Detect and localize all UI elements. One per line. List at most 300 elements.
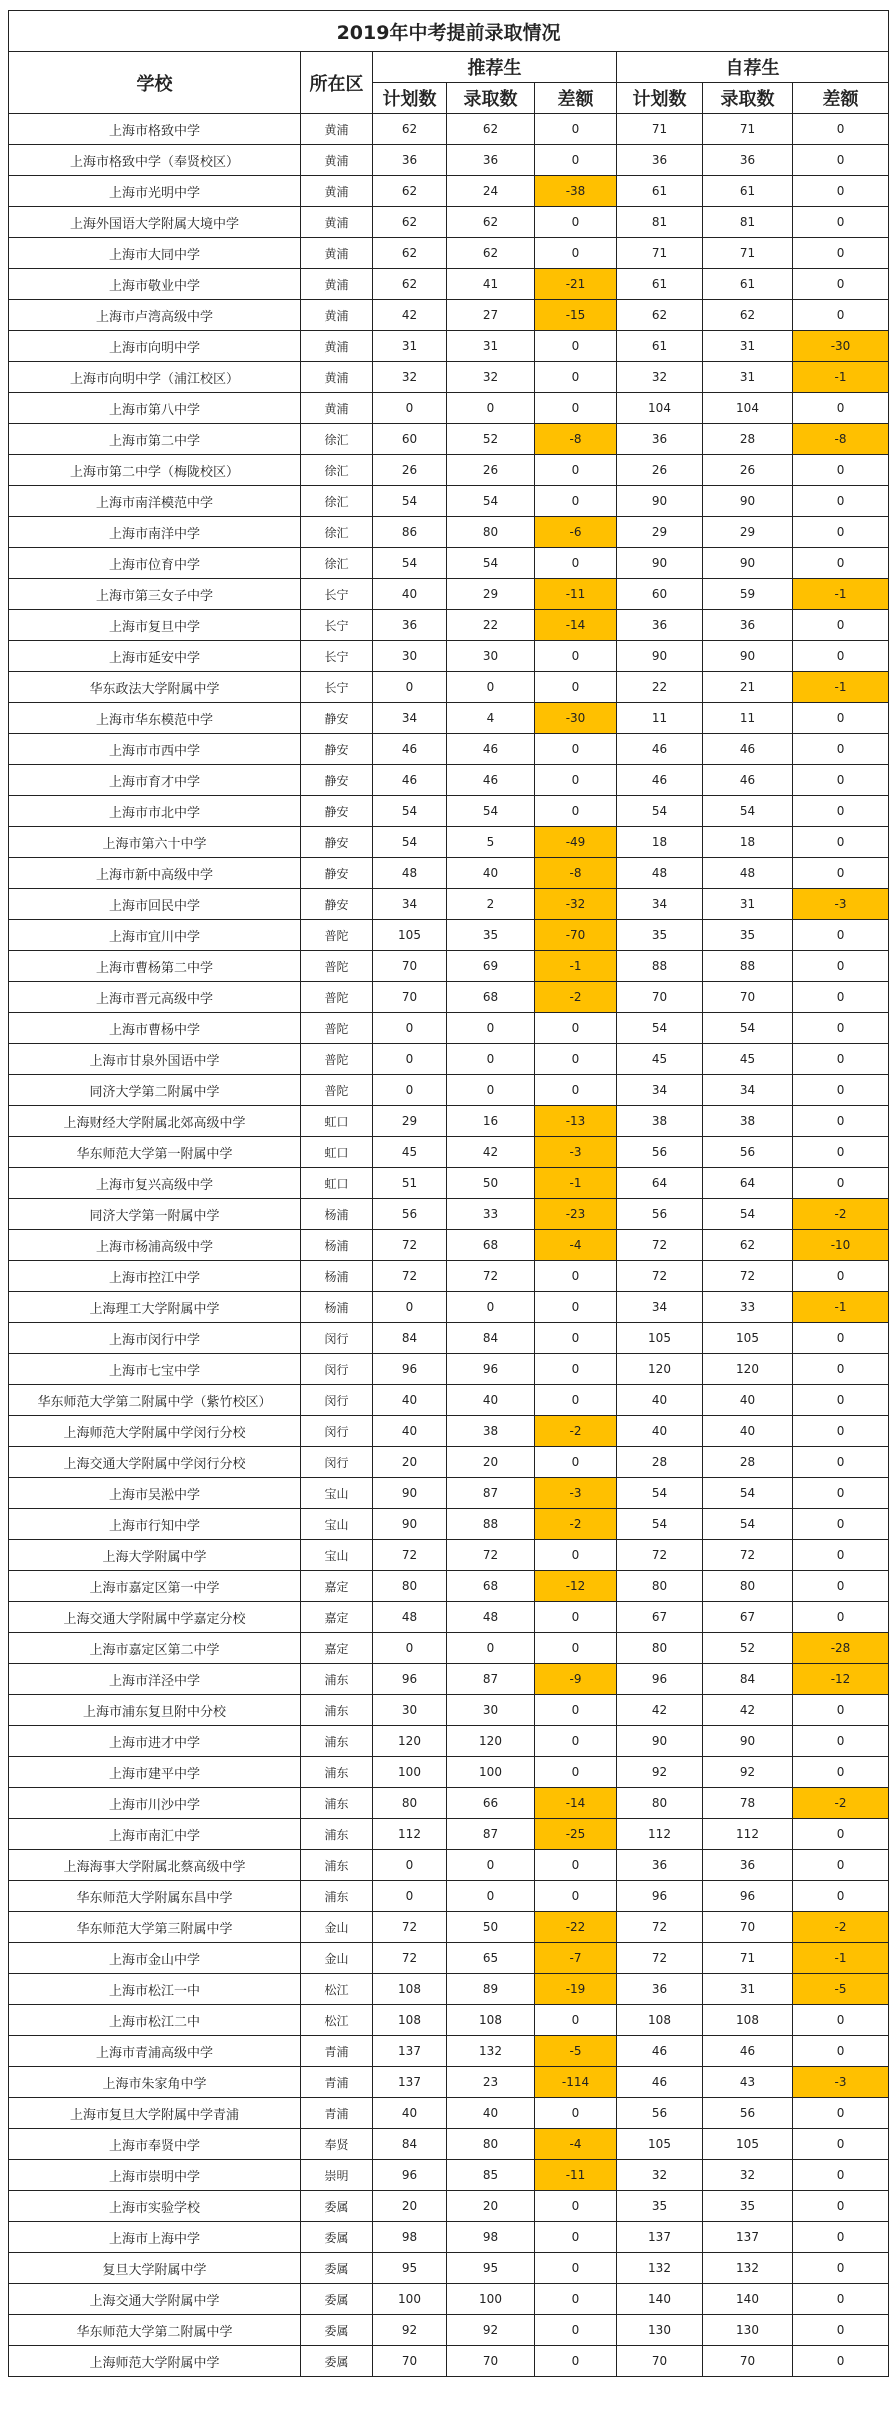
zijian-diff-cell: 0 xyxy=(793,1881,889,1912)
zijian-plan-cell: 32 xyxy=(617,362,703,393)
zijian-diff-cell: -3 xyxy=(793,2067,889,2098)
tuijian-admitted-cell: 80 xyxy=(447,2129,535,2160)
zijian-plan-cell: 71 xyxy=(617,114,703,145)
zijian-diff-cell: 0 xyxy=(793,1695,889,1726)
tuijian-diff-cell: 0 xyxy=(535,641,617,672)
table-row xyxy=(9,1447,889,1478)
district-cell: 闵行 xyxy=(301,1354,373,1385)
table-row xyxy=(9,517,889,548)
table-row xyxy=(9,982,889,1013)
district-cell: 嘉定 xyxy=(301,1633,373,1664)
school-cell: 上海交通大学附属中学嘉定分校 xyxy=(9,1602,301,1633)
tuijian-admitted-cell: 70 xyxy=(447,2346,535,2377)
tuijian-plan-cell: 62 xyxy=(373,176,447,207)
tuijian-plan-cell: 72 xyxy=(373,1943,447,1974)
table-row xyxy=(9,1943,889,1974)
district-cell: 委属 xyxy=(301,2315,373,2346)
tuijian-diff-cell: -11 xyxy=(535,2160,617,2191)
district-cell: 浦东 xyxy=(301,1726,373,1757)
tuijian-diff-cell: -9 xyxy=(535,1664,617,1695)
zijian-diff-cell: 0 xyxy=(793,641,889,672)
tuijian-diff-cell: -14 xyxy=(535,610,617,641)
zijian-admitted-cell: 36 xyxy=(703,1850,793,1881)
school-cell: 上海市朱家角中学 xyxy=(9,2067,301,2098)
zijian-admitted-cell: 40 xyxy=(703,1385,793,1416)
district-cell: 虹口 xyxy=(301,1106,373,1137)
tuijian-admitted-cell: 62 xyxy=(447,207,535,238)
school-cell: 华东政法大学附属中学 xyxy=(9,672,301,703)
tuijian-admitted-cell: 40 xyxy=(447,2098,535,2129)
tuijian-diff-cell: 0 xyxy=(535,734,617,765)
district-cell: 宝山 xyxy=(301,1540,373,1571)
zijian-admitted-cell: 105 xyxy=(703,2129,793,2160)
tuijian-plan-cell: 112 xyxy=(373,1819,447,1850)
school-cell: 上海理工大学附属中学 xyxy=(9,1292,301,1323)
zijian-plan-cell: 48 xyxy=(617,858,703,889)
zijian-admitted-cell: 80 xyxy=(703,1571,793,1602)
tuijian-admitted-cell: 69 xyxy=(447,951,535,982)
zijian-plan-cell: 130 xyxy=(617,2315,703,2346)
tuijian-diff-cell: -70 xyxy=(535,920,617,951)
zijian-plan-cell: 88 xyxy=(617,951,703,982)
tuijian-plan-cell: 70 xyxy=(373,951,447,982)
zijian-diff-cell: 0 xyxy=(793,920,889,951)
zijian-plan-cell: 72 xyxy=(617,1943,703,1974)
tuijian-admitted-cell: 68 xyxy=(447,1230,535,1261)
tuijian-diff-cell: 0 xyxy=(535,455,617,486)
zijian-plan-cell: 46 xyxy=(617,765,703,796)
zijian-diff-cell: 0 xyxy=(793,1571,889,1602)
district-cell: 普陀 xyxy=(301,1044,373,1075)
tuijian-plan-cell: 120 xyxy=(373,1726,447,1757)
zijian-diff-cell: 0 xyxy=(793,517,889,548)
tuijian-diff-cell: 0 xyxy=(535,1633,617,1664)
table-row xyxy=(9,951,889,982)
tuijian-plan-cell: 108 xyxy=(373,1974,447,2005)
tuijian-admitted-cell: 40 xyxy=(447,858,535,889)
table-row xyxy=(9,1974,889,2005)
tuijian-diff-cell: 0 xyxy=(535,1602,617,1633)
tuijian-diff-cell: -3 xyxy=(535,1478,617,1509)
district-cell: 黄浦 xyxy=(301,331,373,362)
zijian-plan-cell: 18 xyxy=(617,827,703,858)
zijian-plan-cell: 132 xyxy=(617,2253,703,2284)
zijian-diff-cell: 0 xyxy=(793,176,889,207)
school-cell: 上海师范大学附属中学 xyxy=(9,2346,301,2377)
table-row xyxy=(9,1881,889,1912)
tuijian-plan-cell: 34 xyxy=(373,703,447,734)
zijian-plan-cell: 80 xyxy=(617,1571,703,1602)
school-cell: 上海外国语大学附属大境中学 xyxy=(9,207,301,238)
zijian-diff-cell: 0 xyxy=(793,2098,889,2129)
tuijian-diff-cell: 0 xyxy=(535,1726,617,1757)
table-row xyxy=(9,2315,889,2346)
tuijian-diff-cell: 0 xyxy=(535,145,617,176)
table-row xyxy=(9,548,889,579)
zijian-admitted-cell: 59 xyxy=(703,579,793,610)
tuijian-plan-cell: 0 xyxy=(373,1633,447,1664)
school-cell: 上海市复旦大学附属中学青浦 xyxy=(9,2098,301,2129)
tuijian-plan-cell: 32 xyxy=(373,362,447,393)
tuijian-admitted-cell: 0 xyxy=(447,393,535,424)
table-row xyxy=(9,2253,889,2284)
zijian-admitted-cell: 90 xyxy=(703,1726,793,1757)
tuijian-admitted-cell: 66 xyxy=(447,1788,535,1819)
school-cell: 上海市洋泾中学 xyxy=(9,1664,301,1695)
tuijian-diff-cell: -5 xyxy=(535,2036,617,2067)
zijian-diff-cell: 0 xyxy=(793,486,889,517)
tuijian-admitted-cell: 72 xyxy=(447,1540,535,1571)
zijian-plan-cell: 61 xyxy=(617,269,703,300)
school-cell: 上海市行知中学 xyxy=(9,1509,301,1540)
tuijian-diff-cell: -21 xyxy=(535,269,617,300)
table-row xyxy=(9,1726,889,1757)
district-cell: 松江 xyxy=(301,2005,373,2036)
zijian-plan-cell: 67 xyxy=(617,1602,703,1633)
tuijian-admitted-cell: 96 xyxy=(447,1354,535,1385)
school-cell: 上海市实验学校 xyxy=(9,2191,301,2222)
district-cell: 静安 xyxy=(301,827,373,858)
zijian-admitted-cell: 46 xyxy=(703,765,793,796)
zijian-plan-cell: 36 xyxy=(617,424,703,455)
zijian-plan-cell: 54 xyxy=(617,1013,703,1044)
tuijian-plan-cell: 92 xyxy=(373,2315,447,2346)
zijian-diff-cell: 0 xyxy=(793,1075,889,1106)
school-cell: 上海市青浦高级中学 xyxy=(9,2036,301,2067)
zijian-plan-cell: 61 xyxy=(617,331,703,362)
zijian-diff-cell: 0 xyxy=(793,734,889,765)
table-row xyxy=(9,1757,889,1788)
tuijian-plan-cell: 45 xyxy=(373,1137,447,1168)
zijian-plan-cell: 112 xyxy=(617,1819,703,1850)
tuijian-admitted-cell: 88 xyxy=(447,1509,535,1540)
district-cell: 浦东 xyxy=(301,1695,373,1726)
table-row xyxy=(9,1602,889,1633)
zijian-admitted-cell: 46 xyxy=(703,734,793,765)
tuijian-plan-cell: 86 xyxy=(373,517,447,548)
zijian-admitted-cell: 42 xyxy=(703,1695,793,1726)
school-cell: 上海市南洋模范中学 xyxy=(9,486,301,517)
zijian-admitted-cell: 104 xyxy=(703,393,793,424)
tuijian-plan-cell: 40 xyxy=(373,579,447,610)
zijian-admitted-cell: 96 xyxy=(703,1881,793,1912)
school-cell: 上海海事大学附属北蔡高级中学 xyxy=(9,1850,301,1881)
zijian-diff-cell: -1 xyxy=(793,672,889,703)
zijian-plan-cell: 105 xyxy=(617,2129,703,2160)
school-cell: 上海交通大学附属中学闵行分校 xyxy=(9,1447,301,1478)
school-cell: 上海市杨浦高级中学 xyxy=(9,1230,301,1261)
district-cell: 委属 xyxy=(301,2191,373,2222)
tuijian-plan-cell: 56 xyxy=(373,1199,447,1230)
tuijian-admitted-cell: 5 xyxy=(447,827,535,858)
school-cell: 华东师范大学第三附属中学 xyxy=(9,1912,301,1943)
school-cell: 上海市宜川中学 xyxy=(9,920,301,951)
zijian-diff-cell: 0 xyxy=(793,1726,889,1757)
zijian-plan-cell: 45 xyxy=(617,1044,703,1075)
school-cell: 上海市南洋中学 xyxy=(9,517,301,548)
tuijian-diff-cell: 0 xyxy=(535,2098,617,2129)
table-row xyxy=(9,145,889,176)
zijian-plan-cell: 80 xyxy=(617,1788,703,1819)
tuijian-plan-cell: 70 xyxy=(373,2346,447,2377)
district-cell: 黄浦 xyxy=(301,176,373,207)
tuijian-admitted-cell: 29 xyxy=(447,579,535,610)
table-row xyxy=(9,1044,889,1075)
district-cell: 普陀 xyxy=(301,920,373,951)
tuijian-diff-cell: -1 xyxy=(535,1168,617,1199)
zijian-diff-cell: -2 xyxy=(793,1788,889,1819)
school-cell: 华东师范大学第一附属中学 xyxy=(9,1137,301,1168)
tuijian-diff-cell: 0 xyxy=(535,765,617,796)
header-tuijian-admitted: 录取数 xyxy=(447,83,535,114)
tuijian-diff-cell: -23 xyxy=(535,1199,617,1230)
table-row xyxy=(9,579,889,610)
zijian-admitted-cell: 112 xyxy=(703,1819,793,1850)
school-cell: 复旦大学附属中学 xyxy=(9,2253,301,2284)
tuijian-admitted-cell: 87 xyxy=(447,1819,535,1850)
zijian-plan-cell: 120 xyxy=(617,1354,703,1385)
district-cell: 杨浦 xyxy=(301,1199,373,1230)
tuijian-plan-cell: 48 xyxy=(373,858,447,889)
zijian-diff-cell: 0 xyxy=(793,1013,889,1044)
table-row xyxy=(9,2005,889,2036)
table-row xyxy=(9,889,889,920)
zijian-plan-cell: 36 xyxy=(617,1850,703,1881)
table-row xyxy=(9,300,889,331)
tuijian-plan-cell: 48 xyxy=(373,1602,447,1633)
zijian-plan-cell: 92 xyxy=(617,1757,703,1788)
zijian-admitted-cell: 38 xyxy=(703,1106,793,1137)
table-row xyxy=(9,1230,889,1261)
zijian-admitted-cell: 64 xyxy=(703,1168,793,1199)
zijian-diff-cell: 0 xyxy=(793,610,889,641)
tuijian-plan-cell: 96 xyxy=(373,2160,447,2191)
tuijian-diff-cell: 0 xyxy=(535,1881,617,1912)
zijian-diff-cell: 0 xyxy=(793,1757,889,1788)
admission-table xyxy=(8,10,889,2377)
tuijian-admitted-cell: 46 xyxy=(447,765,535,796)
zijian-admitted-cell: 105 xyxy=(703,1323,793,1354)
zijian-plan-cell: 22 xyxy=(617,672,703,703)
zijian-admitted-cell: 52 xyxy=(703,1633,793,1664)
zijian-diff-cell: 0 xyxy=(793,1416,889,1447)
table-row xyxy=(9,1788,889,1819)
zijian-diff-cell: 0 xyxy=(793,858,889,889)
tuijian-plan-cell: 62 xyxy=(373,269,447,300)
district-cell: 黄浦 xyxy=(301,145,373,176)
tuijian-admitted-cell: 80 xyxy=(447,517,535,548)
tuijian-admitted-cell: 31 xyxy=(447,331,535,362)
zijian-plan-cell: 140 xyxy=(617,2284,703,2315)
table-row xyxy=(9,1912,889,1943)
zijian-plan-cell: 40 xyxy=(617,1385,703,1416)
school-cell: 上海市市西中学 xyxy=(9,734,301,765)
district-cell: 黄浦 xyxy=(301,114,373,145)
school-cell: 上海市上海中学 xyxy=(9,2222,301,2253)
zijian-plan-cell: 36 xyxy=(617,1974,703,2005)
tuijian-plan-cell: 0 xyxy=(373,1013,447,1044)
table-row xyxy=(9,827,889,858)
zijian-plan-cell: 29 xyxy=(617,517,703,548)
district-cell: 徐汇 xyxy=(301,424,373,455)
tuijian-plan-cell: 42 xyxy=(373,300,447,331)
district-cell: 宝山 xyxy=(301,1509,373,1540)
zijian-diff-cell: 0 xyxy=(793,951,889,982)
district-cell: 普陀 xyxy=(301,1013,373,1044)
tuijian-diff-cell: 0 xyxy=(535,1385,617,1416)
district-cell: 奉贤 xyxy=(301,2129,373,2160)
district-cell: 委属 xyxy=(301,2284,373,2315)
tuijian-diff-cell: 0 xyxy=(535,1323,617,1354)
table-row xyxy=(9,610,889,641)
tuijian-plan-cell: 46 xyxy=(373,734,447,765)
school-cell: 上海市格致中学 xyxy=(9,114,301,145)
tuijian-admitted-cell: 33 xyxy=(447,1199,535,1230)
table-row xyxy=(9,734,889,765)
zijian-admitted-cell: 34 xyxy=(703,1075,793,1106)
tuijian-diff-cell: -2 xyxy=(535,982,617,1013)
tuijian-plan-cell: 36 xyxy=(373,145,447,176)
tuijian-admitted-cell: 0 xyxy=(447,1850,535,1881)
zijian-plan-cell: 42 xyxy=(617,1695,703,1726)
district-cell: 金山 xyxy=(301,1912,373,1943)
tuijian-diff-cell: 0 xyxy=(535,548,617,579)
district-cell: 闵行 xyxy=(301,1323,373,1354)
school-cell: 上海市甘泉外国语中学 xyxy=(9,1044,301,1075)
zijian-plan-cell: 61 xyxy=(617,176,703,207)
school-cell: 华东师范大学第二附属中学（紫竹校区） xyxy=(9,1385,301,1416)
zijian-admitted-cell: 71 xyxy=(703,1943,793,1974)
table-row xyxy=(9,1478,889,1509)
zijian-diff-cell: 0 xyxy=(793,982,889,1013)
tuijian-plan-cell: 0 xyxy=(373,1292,447,1323)
zijian-plan-cell: 54 xyxy=(617,796,703,827)
tuijian-diff-cell: 0 xyxy=(535,1044,617,1075)
tuijian-diff-cell: 0 xyxy=(535,1850,617,1881)
school-cell: 上海市崇明中学 xyxy=(9,2160,301,2191)
zijian-diff-cell: -1 xyxy=(793,579,889,610)
header-tuijian-plan: 计划数 xyxy=(373,83,447,114)
table-row xyxy=(9,2284,889,2315)
tuijian-diff-cell: -6 xyxy=(535,517,617,548)
tuijian-admitted-cell: 0 xyxy=(447,1013,535,1044)
zijian-diff-cell: 0 xyxy=(793,269,889,300)
zijian-plan-cell: 54 xyxy=(617,1478,703,1509)
tuijian-admitted-cell: 16 xyxy=(447,1106,535,1137)
tuijian-plan-cell: 80 xyxy=(373,1788,447,1819)
school-cell: 上海财经大学附属北郊高级中学 xyxy=(9,1106,301,1137)
table-row xyxy=(9,2129,889,2160)
school-cell: 上海市闵行中学 xyxy=(9,1323,301,1354)
tuijian-admitted-cell: 62 xyxy=(447,114,535,145)
table-row xyxy=(9,1385,889,1416)
zijian-admitted-cell: 72 xyxy=(703,1261,793,1292)
zijian-diff-cell: 0 xyxy=(793,1509,889,1540)
table-row xyxy=(9,2067,889,2098)
table-row xyxy=(9,176,889,207)
tuijian-plan-cell: 90 xyxy=(373,1509,447,1540)
zijian-admitted-cell: 54 xyxy=(703,1013,793,1044)
tuijian-admitted-cell: 0 xyxy=(447,1292,535,1323)
tuijian-admitted-cell: 92 xyxy=(447,2315,535,2346)
zijian-diff-cell: 0 xyxy=(793,1323,889,1354)
tuijian-plan-cell: 0 xyxy=(373,393,447,424)
tuijian-plan-cell: 96 xyxy=(373,1354,447,1385)
table-row xyxy=(9,765,889,796)
tuijian-plan-cell: 31 xyxy=(373,331,447,362)
tuijian-admitted-cell: 85 xyxy=(447,2160,535,2191)
table-row xyxy=(9,1664,889,1695)
district-cell: 委属 xyxy=(301,2253,373,2284)
tuijian-admitted-cell: 100 xyxy=(447,2284,535,2315)
district-cell: 徐汇 xyxy=(301,548,373,579)
zijian-plan-cell: 90 xyxy=(617,486,703,517)
tuijian-diff-cell: 0 xyxy=(535,2191,617,2222)
zijian-admitted-cell: 56 xyxy=(703,1137,793,1168)
tuijian-admitted-cell: 40 xyxy=(447,1385,535,1416)
zijian-diff-cell: 0 xyxy=(793,1819,889,1850)
tuijian-diff-cell: -15 xyxy=(535,300,617,331)
zijian-diff-cell: 0 xyxy=(793,2253,889,2284)
tuijian-admitted-cell: 4 xyxy=(447,703,535,734)
school-cell: 上海市卢湾高级中学 xyxy=(9,300,301,331)
school-cell: 上海市松江二中 xyxy=(9,2005,301,2036)
table-row xyxy=(9,1137,889,1168)
zijian-admitted-cell: 31 xyxy=(703,889,793,920)
tuijian-diff-cell: -7 xyxy=(535,1943,617,1974)
zijian-diff-cell: 0 xyxy=(793,1106,889,1137)
tuijian-admitted-cell: 52 xyxy=(447,424,535,455)
table-row xyxy=(9,1261,889,1292)
school-cell: 上海市复兴高级中学 xyxy=(9,1168,301,1199)
table-row xyxy=(9,1323,889,1354)
zijian-admitted-cell: 36 xyxy=(703,145,793,176)
district-cell: 金山 xyxy=(301,1943,373,1974)
tuijian-plan-cell: 98 xyxy=(373,2222,447,2253)
table-row xyxy=(9,1075,889,1106)
zijian-admitted-cell: 61 xyxy=(703,269,793,300)
tuijian-admitted-cell: 87 xyxy=(447,1664,535,1695)
table-row xyxy=(9,1633,889,1664)
zijian-diff-cell: 0 xyxy=(793,765,889,796)
district-cell: 普陀 xyxy=(301,1075,373,1106)
table-row xyxy=(9,1540,889,1571)
school-cell: 上海市奉贤中学 xyxy=(9,2129,301,2160)
zijian-admitted-cell: 31 xyxy=(703,1974,793,2005)
district-cell: 黄浦 xyxy=(301,362,373,393)
tuijian-diff-cell: 0 xyxy=(535,2253,617,2284)
district-cell: 宝山 xyxy=(301,1478,373,1509)
zijian-plan-cell: 81 xyxy=(617,207,703,238)
zijian-plan-cell: 105 xyxy=(617,1323,703,1354)
zijian-admitted-cell: 18 xyxy=(703,827,793,858)
district-cell: 闵行 xyxy=(301,1416,373,1447)
school-cell: 上海市第三女子中学 xyxy=(9,579,301,610)
zijian-plan-cell: 72 xyxy=(617,1540,703,1571)
zijian-admitted-cell: 67 xyxy=(703,1602,793,1633)
header-zijian-group: 自荐生 xyxy=(617,52,889,83)
zijian-plan-cell: 54 xyxy=(617,1509,703,1540)
district-cell: 杨浦 xyxy=(301,1230,373,1261)
school-cell: 上海市浦东复旦附中分校 xyxy=(9,1695,301,1726)
school-cell: 上海市第六十中学 xyxy=(9,827,301,858)
zijian-diff-cell: 0 xyxy=(793,455,889,486)
zijian-diff-cell: 0 xyxy=(793,1850,889,1881)
zijian-admitted-cell: 62 xyxy=(703,300,793,331)
tuijian-admitted-cell: 0 xyxy=(447,672,535,703)
tuijian-diff-cell: 0 xyxy=(535,393,617,424)
district-cell: 静安 xyxy=(301,796,373,827)
